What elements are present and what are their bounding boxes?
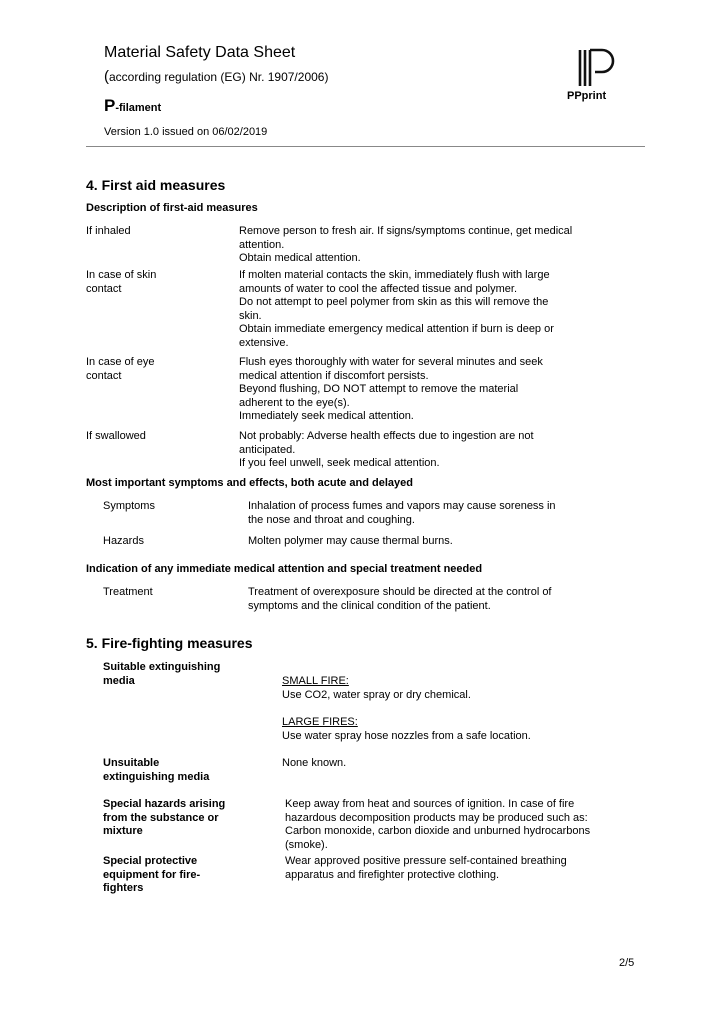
suitable-media-label: Suitable extinguishing media	[103, 661, 221, 687]
hazards-label: Hazards	[103, 535, 144, 547]
section-5-heading: 5. Fire-fighting measures	[86, 635, 253, 651]
header-divider	[86, 146, 645, 147]
suitable-media-large-fire: LARGE FIRES: Use water spray hose nozzles from a safe location.	[282, 716, 531, 742]
treatment-text: Treatment of overexposure should be directed at the control of symptoms and the clinical condition of the patient.	[248, 586, 552, 612]
unsuitable-media-label: Unsuitable extinguishing media	[103, 757, 210, 783]
version-info: Version 1.0 issued on 06/02/2019	[104, 126, 268, 138]
symptoms-label: Symptoms	[103, 500, 155, 512]
special-hazards-label: Special hazards arising from the substance or mixture	[103, 798, 226, 837]
first-aid-label-inhaled: If inhaled	[86, 225, 131, 237]
ppprint-logo	[566, 46, 636, 106]
unsuitable-media-text: None known.	[282, 757, 347, 769]
document-title: Material Safety Data Sheet	[104, 44, 296, 61]
logo-text: PPprint	[567, 90, 607, 102]
first-aid-text-eye: Flush eyes thoroughly with water for several minutes and seek medical attention if discomfort persists. Beyond flushing, DO NOT attempt to remove the material adherent to the eye(s). Immediately seek medical attention.	[239, 356, 543, 422]
page-number: 2/5	[619, 957, 635, 969]
first-aid-label-skin: In case of skin contact	[86, 269, 157, 295]
hazards-text: Molten polymer may cause thermal burns.	[248, 535, 453, 547]
document-subtitle: (according regulation (EG) Nr. 1907/2006)	[104, 68, 329, 85]
first-aid-text-inhaled: Remove person to fresh air. If signs/symptoms continue, get medical attention. Obtain medical attention.	[239, 225, 573, 264]
first-aid-description-heading: Description of first-aid measures	[86, 202, 258, 214]
first-aid-label-eye: In case of eye contact	[86, 356, 155, 382]
suitable-media-small-fire: SMALL FIRE: Use CO2, water spray or dry chemical.	[282, 675, 471, 701]
first-aid-text-skin: If molten material contacts the skin, immediately flush with large amounts of water to cool the affected tissue and polymer. Do not attempt to peel polymer from skin as this will remove the skin. Obtain immediate emergency medical attention if burn is deep or extensive.	[239, 269, 554, 349]
protective-equipment-text: Wear approved positive pressure self-contained breathing apparatus and firefighter protective clothing.	[285, 855, 567, 881]
protective-equipment-label: Special protective equipment for fire- fighters	[103, 855, 201, 894]
special-hazards-text: Keep away from heat and sources of ignition. In case of fire hazardous decomposition products may be produced such as: Carbon monoxide, carbon dioxide and unburned hydrocarbons (smoke).	[285, 798, 591, 851]
product-name: P-filament	[104, 96, 162, 115]
first-aid-text-swallowed: Not probably: Adverse health effects due to ingestion are not anticipated. If you feel unwell, seek medical attention.	[239, 430, 534, 469]
treatment-label: Treatment	[103, 586, 153, 598]
first-aid-label-swallowed: If swallowed	[86, 430, 146, 442]
section-4-heading: 4. First aid measures	[86, 177, 226, 193]
symptoms-heading: Most important symptoms and effects, both acute and delayed	[86, 477, 413, 489]
indication-heading: Indication of any immediate medical attention and special treatment needed	[86, 563, 483, 575]
symptoms-text: Inhalation of process fumes and vapors may cause soreness in the nose and throat and coughing.	[248, 500, 556, 526]
